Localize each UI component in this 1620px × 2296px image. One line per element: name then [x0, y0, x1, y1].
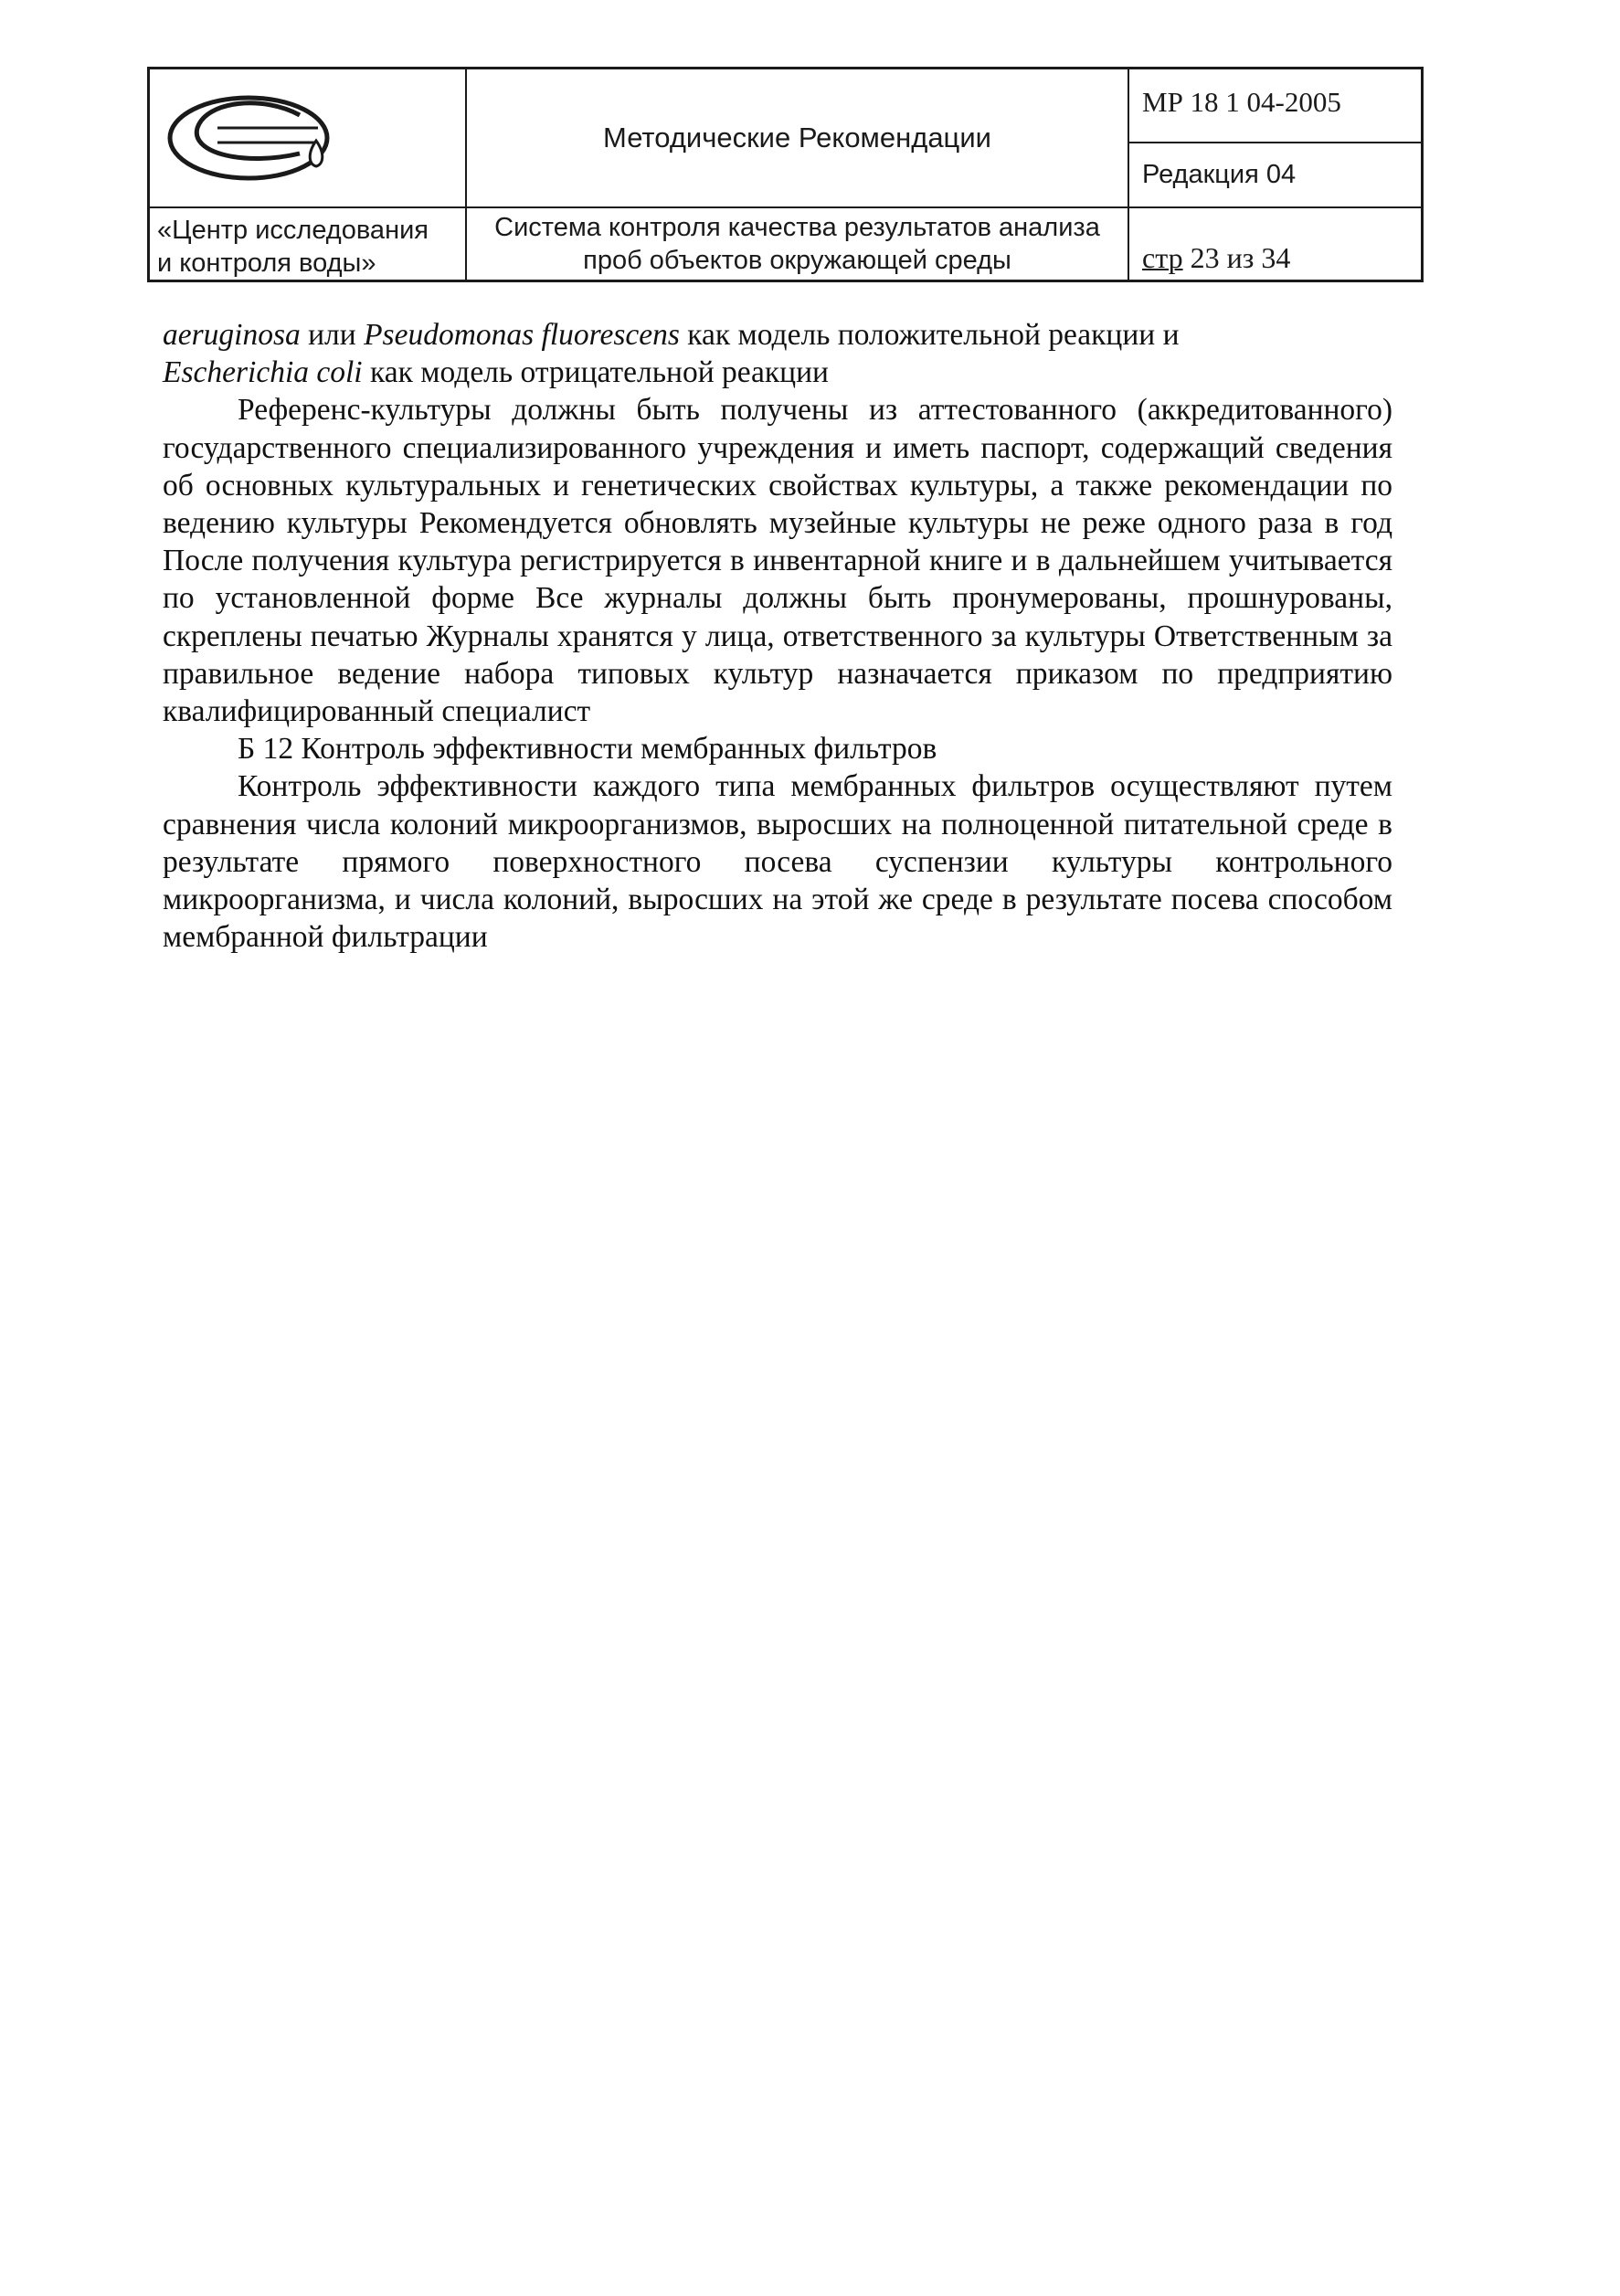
document-code: МР 18 1 04-2005 [1142, 86, 1341, 118]
paragraph-text: как модель отрицательной реакции [362, 355, 829, 390]
page-number [1142, 241, 1416, 278]
paragraph-text: или [300, 318, 365, 352]
header-divider [150, 206, 465, 208]
organization-logo [163, 88, 336, 188]
header-divider [1128, 69, 1129, 280]
document-header [147, 67, 1424, 282]
paragraph: Референс-культуры должны быть получены из аттестованного (аккредитованного) государственного специализированного учреждения и иметь паспорт, содержащий сведения об основных культуральных и генетических свойствах культуры, а также рекомендации по ведению культуры Рекомендуется обновлять музейные культуры не реже одного раза в год После получения культура регистрируется в инвентарной книге и в дальнейшем учитывается по установленной форме Все журналы должны быть пронумерованы, прошнурованы, скреплены печатью Журналы хранятся у лица, ответственного за культуры Ответственным за правильное ведение набора типовых культур назначается приказом по предприятию квалифицированный специалист [163, 393, 1392, 729]
header-divider [465, 206, 1129, 208]
system-title-line: проб объектов окружающей среды [583, 246, 1011, 275]
page-count: 23 из 34 [1182, 241, 1291, 274]
document-body [163, 316, 1392, 956]
species-name: aeruginosa [163, 318, 301, 352]
page-prefix: стр [1142, 241, 1183, 274]
logo-cell [150, 69, 465, 206]
organization-line: и контроля воды» [157, 249, 376, 278]
organization-name [157, 214, 463, 281]
species-name: Escherichia coli [163, 355, 363, 390]
species-name: Pseudomonas fluorescens [364, 318, 680, 352]
header-divider [1128, 206, 1424, 208]
section-heading: Б 12 Контроль эффективности мембранных фильтров [238, 732, 937, 767]
system-title-line: Система контроля качества результатов анализа [494, 213, 1100, 242]
paragraph: Контроль эффективности каждого типа мембранных фильтров осуществляют путем сравнения числа колоний микроорганизмов, выросших на полноценной питательной среде в результате прямого поверхностного посева суспензии культуры контрольного микроорганизма, и числа колоний, выросших на этой же среде в результате посева способом мембранной фильтрации [163, 769, 1392, 955]
document-type: Методические Рекомендации [603, 122, 991, 153]
system-title [467, 211, 1128, 280]
header-divider [1128, 142, 1424, 143]
paragraph [163, 316, 1392, 391]
paragraph-text: как модель положительной реакции и [679, 318, 1180, 352]
revision-label: Редакция 04 [1142, 160, 1297, 189]
organization-line: «Центр исследования [157, 216, 429, 245]
